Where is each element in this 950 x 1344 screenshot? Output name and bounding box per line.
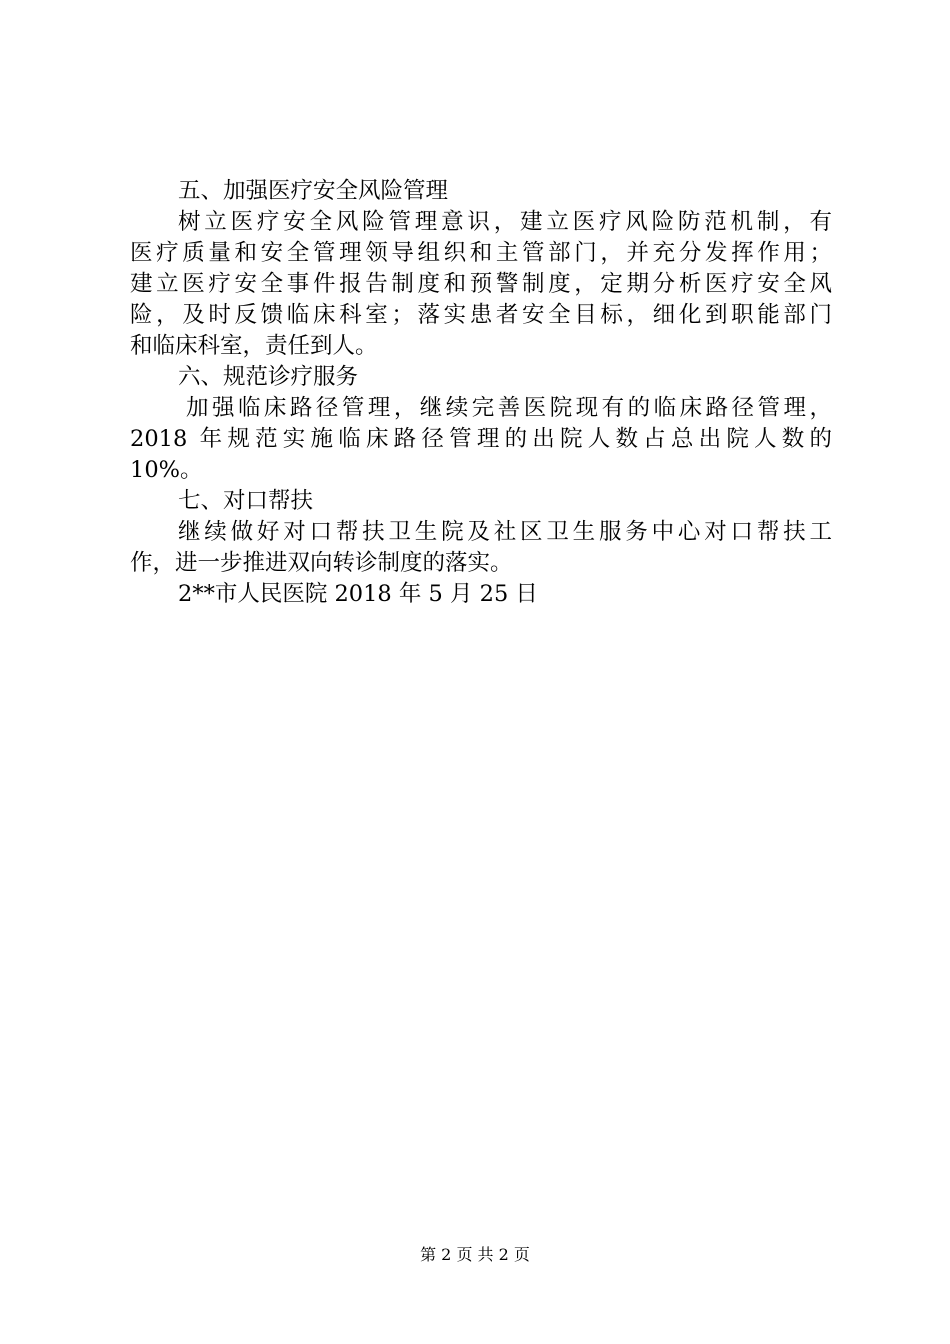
paragraph-line: 和临床科室，责任到人。 [130, 333, 378, 359]
section-7-heading: 七、对口帮扶 [178, 488, 314, 514]
section-6-heading: 六、规范诊疗服务 [178, 364, 359, 390]
signature-date-line: 2**市人民医院 2018 年 5 月 25 日 [178, 581, 538, 607]
paragraph-line: 医疗质量和安全管理领导组织和主管部门，并充分发挥作用； [130, 240, 832, 266]
paragraph-line: 树立医疗安全风险管理意识，建立医疗风险防范机制，有 [178, 209, 832, 235]
paragraph-line: 作，进一步推进双向转诊制度的落实。 [130, 550, 513, 576]
section-5-heading: 五、加强医疗安全风险管理 [178, 178, 449, 204]
paragraph-line: 2018 年规范实施临床路径管理的出院人数占总出院人数的 [130, 426, 832, 452]
paragraph-line: 建立医疗安全事件报告制度和预警制度，定期分析医疗安全风 [130, 271, 832, 297]
paragraph-line: 10%。 [130, 457, 203, 483]
paragraph-line: 继续做好对口帮扶卫生院及社区卫生服务中心对口帮扶工 [178, 519, 832, 545]
page-footer: 第 2 页 共 2 页 [420, 1245, 530, 1264]
paragraph-line: 加强临床路径管理，继续完善医院现有的临床路径管理， [186, 395, 832, 421]
paragraph-line: 险，及时反馈临床科室；落实患者安全目标，细化到职能部门 [130, 302, 832, 328]
